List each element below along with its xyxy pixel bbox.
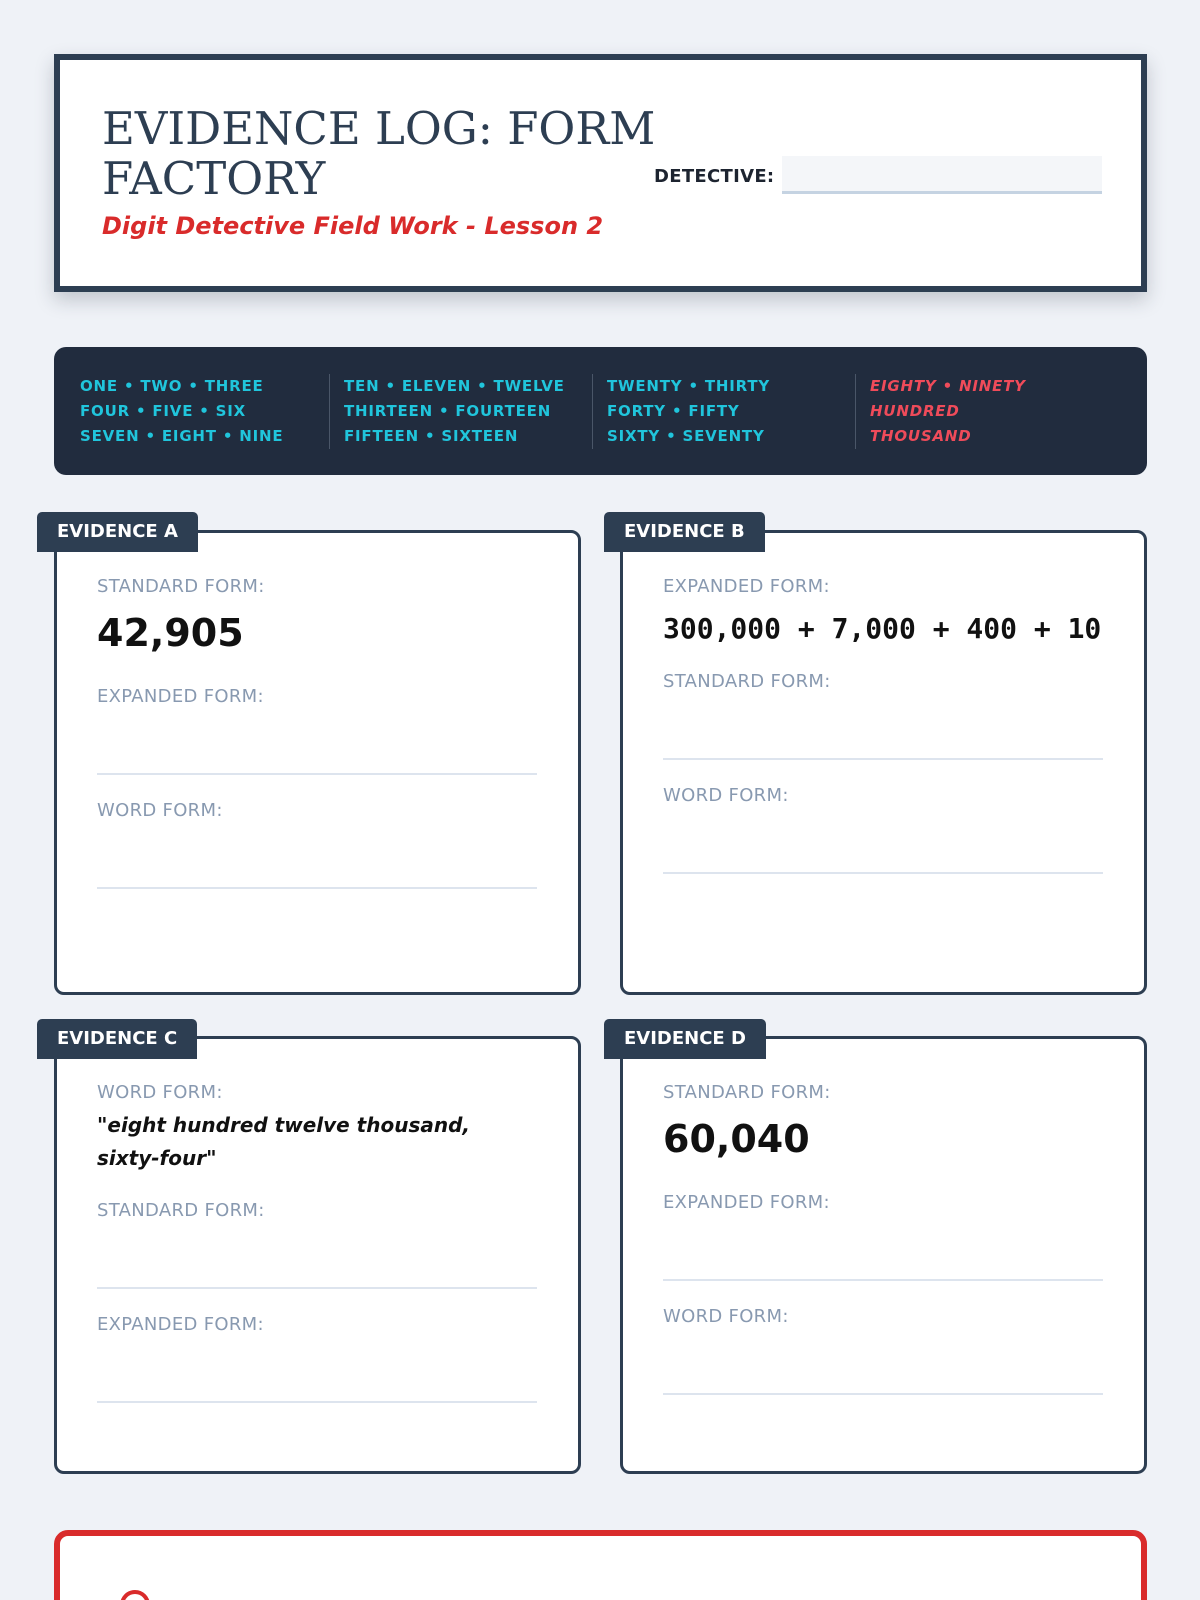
- evidence-card-c: [54, 1036, 581, 1474]
- standard-form-value: 60,040: [663, 1117, 810, 1161]
- answer-label: WORD FORM:: [97, 800, 223, 821]
- page-subtitle: Digit Detective Field Work - Lesson 2: [102, 212, 604, 240]
- answer-label: EXPANDED FORM:: [97, 1314, 264, 1335]
- expanded-form-answer[interactable]: [97, 709, 537, 775]
- detective-label: DETECTIVE:: [654, 166, 775, 187]
- word-bank-line: THOUSAND: [870, 427, 972, 445]
- expanded-form-answer[interactable]: [663, 1215, 1103, 1281]
- word-bank-line: TEN • ELEVEN • TWELVE: [344, 377, 565, 395]
- word-bank-line: FORTY • FIFTY: [607, 402, 740, 420]
- word-bank: [54, 347, 1147, 475]
- word-bank-line: SIXTY • SEVENTY: [607, 427, 765, 445]
- word-form-value: "eight hundred twelve thousand, sixty-four": [97, 1113, 471, 1170]
- answer-label: WORD FORM:: [663, 785, 789, 806]
- word-form-answer[interactable]: [663, 1329, 1103, 1395]
- word-bank-line: THIRTEEN • FOURTEEN: [344, 402, 552, 420]
- evidence-card-d: [620, 1036, 1147, 1474]
- answer-label: WORD FORM:: [663, 1306, 789, 1327]
- answer-label: STANDARD FORM:: [663, 671, 831, 692]
- word-bank-divider: [329, 374, 330, 449]
- evidence-tab-c: EVIDENCE C: [37, 1019, 197, 1059]
- given-label: EXPANDED FORM:: [663, 576, 830, 597]
- answer-label: STANDARD FORM:: [97, 1200, 265, 1221]
- word-bank-column-1: [80, 374, 320, 449]
- evidence-card-a: [54, 530, 581, 995]
- given-label: STANDARD FORM:: [663, 1082, 831, 1103]
- word-bank-line: FIFTEEN • SIXTEEN: [344, 427, 519, 445]
- page-title: EVIDENCE LOG: FORM FACTORY: [102, 102, 656, 205]
- expanded-form-value: 300,000 + 7,000 + 400 + 10: [663, 612, 1102, 645]
- answer-label: EXPANDED FORM:: [663, 1192, 830, 1213]
- standard-form-answer[interactable]: [663, 694, 1103, 760]
- evidence-tab-d: EVIDENCE D: [604, 1019, 766, 1059]
- word-bank-column-3: [607, 374, 847, 449]
- word-form-answer[interactable]: [663, 808, 1103, 874]
- word-bank-column-2: [344, 374, 584, 449]
- standard-form-answer[interactable]: [97, 1223, 537, 1289]
- word-bank-line: TWENTY • THIRTY: [607, 377, 771, 395]
- standard-form-value: 42,905: [97, 611, 244, 655]
- detective-name-input[interactable]: [782, 156, 1102, 194]
- word-bank-line: EIGHTY • NINETY: [870, 377, 1026, 395]
- header-card: [54, 54, 1147, 292]
- answer-label: EXPANDED FORM:: [97, 686, 264, 707]
- word-bank-divider: [592, 374, 593, 449]
- expanded-form-answer[interactable]: [97, 1337, 537, 1403]
- word-form-answer[interactable]: [97, 823, 537, 889]
- given-label: STANDARD FORM:: [97, 576, 265, 597]
- evidence-card-b: [620, 530, 1147, 995]
- word-bank-column-4: [870, 374, 1110, 449]
- evidence-tab-b: EVIDENCE B: [604, 512, 765, 552]
- bottom-challenge-card: [54, 1530, 1147, 1600]
- word-bank-line: FOUR • FIVE • SIX: [80, 402, 247, 420]
- evidence-tab-a: EVIDENCE A: [37, 512, 198, 552]
- given-label: WORD FORM:: [97, 1082, 223, 1103]
- word-bank-line: SEVEN • EIGHT • NINE: [80, 427, 284, 445]
- word-bank-line: ONE • TWO • THREE: [80, 377, 264, 395]
- alert-icon: [118, 1588, 152, 1600]
- word-bank-line: HUNDRED: [870, 402, 960, 420]
- word-bank-divider: [855, 374, 856, 449]
